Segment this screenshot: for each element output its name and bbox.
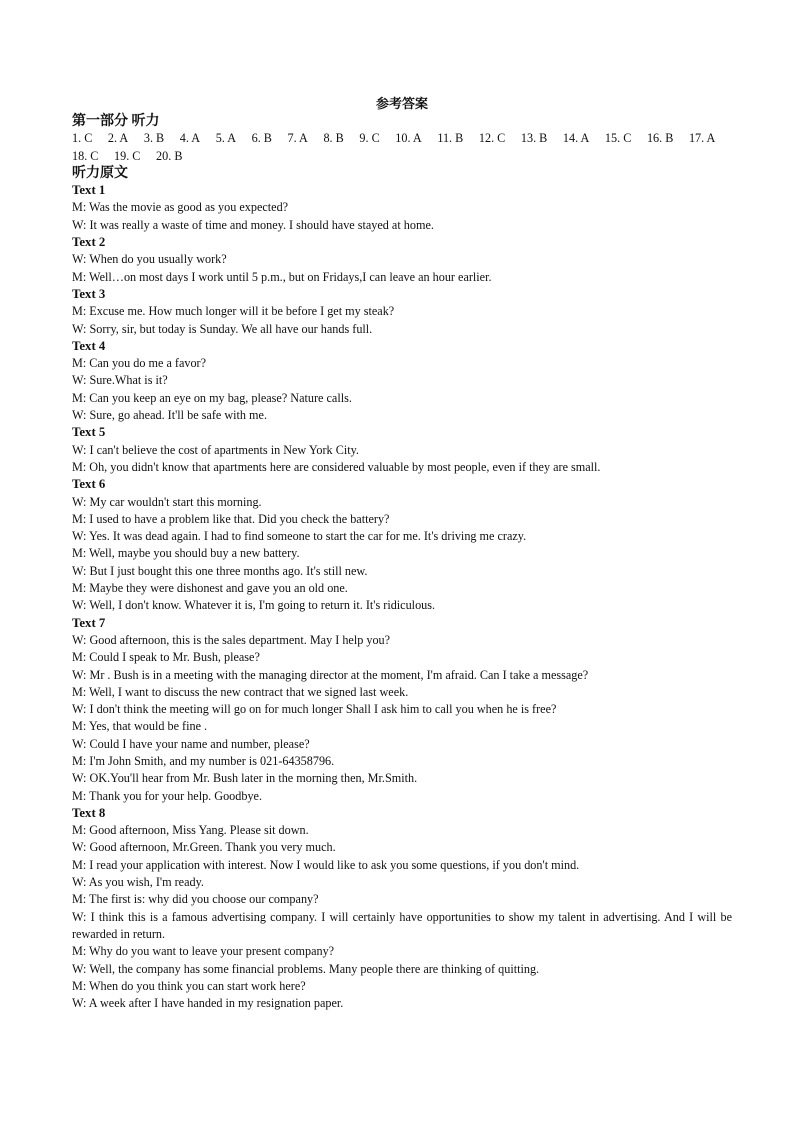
dialogue-line: W: Good afternoon, this is the sales department. May I help you?: [72, 632, 391, 647]
dialogue-line: M: Thank you for your help. Goodbye.: [72, 788, 263, 803]
dialogue-line: M: I read your application with interest. Now I would like to ask you some questions, if you don't mind.: [72, 857, 580, 872]
dialogue-line: W: Well, the company has some financial problems. Many people there are thinking of quitting.: [72, 961, 540, 976]
transcript-block: [72, 424, 732, 476]
answer-item: 1. C: [72, 131, 93, 146]
answer-item: 20. B: [156, 148, 183, 163]
answer-item: 15. C: [604, 131, 632, 146]
dialogue-line: M: Yes, that would be fine .: [72, 719, 208, 734]
answer-item: 12. C: [478, 131, 506, 146]
answer-item: 14. A: [562, 131, 590, 146]
dialogue-line: W: OK.You'll hear from Mr. Bush later in the morning then, Mr.Smith.: [72, 771, 418, 786]
dialogue-line: W: Well, I don't know. Whatever it is, I'm going to return it. It's ridiculous.: [72, 598, 436, 613]
transcript-block: [72, 805, 732, 1013]
dialogue-line: W: When do you usually work?: [72, 252, 227, 267]
dialogue-line: M: Could I speak to Mr. Bush, please?: [72, 650, 260, 665]
dialogue-line: M: Oh, you didn't know that apartments here are considered valuable by most people, even if they are small.: [72, 459, 601, 474]
dialogue-line: M: When do you think you can start work here?: [72, 978, 306, 993]
dialogue-line: M: Why do you want to leave your present company?: [72, 944, 335, 959]
dialogue-line: M: Good afternoon, Miss Yang. Please sit down.: [72, 823, 309, 838]
transcript-block: [72, 338, 732, 424]
answer-item: 10. A: [395, 131, 422, 146]
answer-item: 19. C: [114, 148, 141, 163]
answer-item: 7. A: [287, 131, 308, 146]
dialogue-line: M: Maybe they were dishonest and gave you an old one.: [72, 581, 348, 596]
dialogue-line: W: It was really a waste of time and money. I should have stayed at home.: [72, 217, 434, 232]
transcript-block: [72, 234, 732, 286]
dialogue-line: W: Yes. It was dead again. I had to find someone to start the car for me. It's driving me crazy.: [72, 529, 527, 544]
text-label: Text 7: [72, 615, 106, 630]
dialogue-line: W: I can't believe the cost of apartments in New York City.: [72, 442, 359, 457]
text-label: Text 4: [72, 338, 106, 353]
answer-item: 6. B: [251, 131, 272, 146]
answer-item: 3. B: [143, 131, 165, 146]
answer-item: 17. A: [688, 131, 716, 146]
dialogue-line: W: Could I have your name and number, please?: [72, 736, 310, 751]
answer-item: 13. B: [520, 131, 548, 146]
dialogue-line: M: Can you keep an eye on my bag, please? Nature calls.: [72, 390, 352, 405]
dialogue-line: M: Was the movie as good as you expected?: [72, 200, 289, 215]
dialogue-line: M: Excuse me. How much longer will it be before I get my steak?: [72, 304, 395, 319]
answer-item: 4. A: [179, 131, 201, 146]
transcript-block: [72, 182, 732, 234]
answer-item: 2. A: [107, 131, 129, 146]
dialogue-line: M: Can you do me a favor?: [72, 356, 207, 371]
dialogue-line: W: I think this is a famous advertising company. I will certainly have opportunities to show my talent in advertising. And I will be rewarded in return.: [72, 909, 732, 941]
dialogue-line: M: Well…on most days I work until 5 p.m., but on Fridays,I can leave an hour earlier.: [72, 269, 492, 284]
transcript-list: [72, 182, 732, 1012]
answer-item: 9. C: [359, 131, 380, 146]
answer-item: 8. B: [323, 131, 344, 146]
answer-key: [72, 130, 732, 165]
transcript-heading: 听力原文: [72, 165, 128, 181]
transcript-block: [72, 286, 732, 338]
section-heading-listening: 第一部分 听力: [72, 114, 160, 129]
text-label: Text 6: [72, 477, 106, 492]
dialogue-line: W: Sure.What is it?: [72, 373, 168, 388]
page-title: 参考答案: [375, 96, 428, 111]
text-label: Text 8: [72, 805, 106, 820]
dialogue-line: W: Good afternoon, Mr.Green. Thank you very much.: [72, 840, 336, 855]
dialogue-line: W: As you wish, I'm ready.: [72, 875, 204, 890]
dialogue-line: M: I'm John Smith, and my number is 021-64358796.: [72, 753, 335, 768]
answer-item: 16. B: [646, 131, 674, 146]
dialogue-line: W: Mr . Bush is in a meeting with the managing director at the moment, I'm afraid. Can I take a message?: [72, 667, 589, 682]
answer-item: 18. C: [72, 148, 99, 163]
dialogue-line: M: I used to have a problem like that. Did you check the battery?: [72, 511, 390, 526]
dialogue-line: W: My car wouldn't start this morning.: [72, 494, 262, 509]
dialogue-line: W: Sorry, sir, but today is Sunday. We all have our hands full.: [72, 321, 373, 336]
dialogue-line: W: But I just bought this one three months ago. It's still new.: [72, 563, 368, 578]
dialogue-line: W: Sure, go ahead. It'll be safe with me.: [72, 408, 267, 423]
transcript-block: [72, 476, 732, 614]
answer-item: 11. B: [437, 131, 464, 146]
answer-document: [72, 95, 732, 1012]
dialogue-line: W: I don't think the meeting will go on for much longer Shall I ask him to call you when he is free?: [72, 702, 557, 717]
text-label: Text 3: [72, 286, 106, 301]
dialogue-line: M: The first is: why did you choose our company?: [72, 892, 319, 907]
dialogue-line: M: Well, I want to discuss the new contract that we signed last week.: [72, 684, 409, 699]
text-label: Text 1: [72, 183, 106, 198]
transcript-block: [72, 615, 732, 805]
text-label: Text 2: [72, 235, 106, 250]
dialogue-line: W: A week after I have handed in my resignation paper.: [72, 996, 344, 1011]
dialogue-line: M: Well, maybe you should buy a new battery.: [72, 546, 300, 561]
answer-item: 5. A: [215, 131, 237, 146]
text-label: Text 5: [72, 425, 106, 440]
